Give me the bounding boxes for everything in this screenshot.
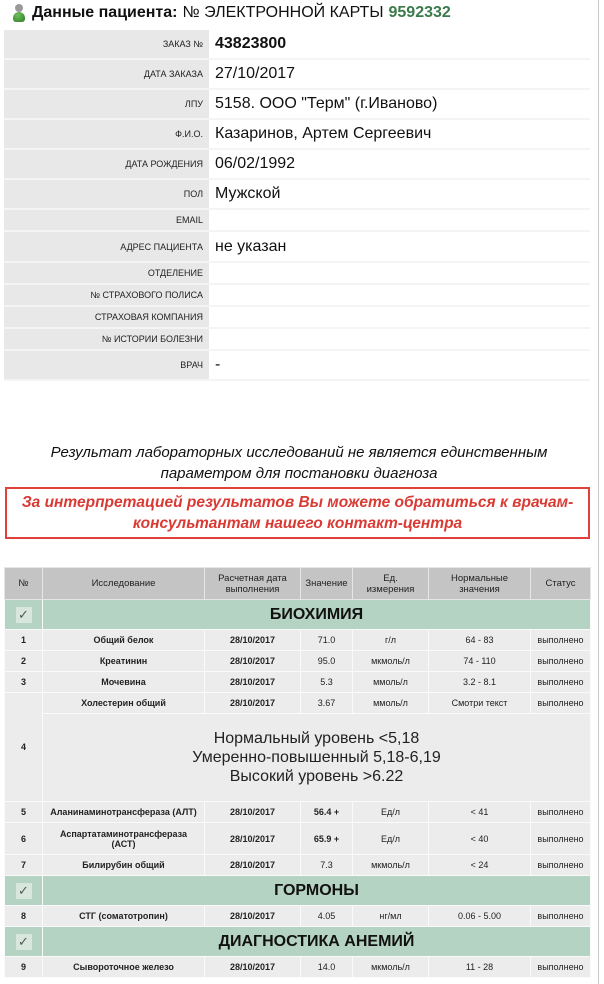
info-row-department bbox=[4, 263, 590, 285]
test-date: 28/10/2017 bbox=[205, 630, 301, 651]
test-norm: < 41 bbox=[429, 802, 531, 823]
warning-line-1: За интерпретацией результатов Вы можете обратиться к врачам- bbox=[21, 494, 574, 511]
info-row-order-date bbox=[4, 60, 590, 90]
info-label: АДРЕС ПАЦИЕНТА bbox=[4, 232, 209, 261]
section-row-biochemistry bbox=[5, 600, 591, 630]
test-unit: Ед/л bbox=[353, 823, 429, 855]
test-unit: мкмоль/л bbox=[353, 651, 429, 672]
test-date: 28/10/2017 bbox=[205, 651, 301, 672]
table-row bbox=[5, 693, 591, 714]
department-value bbox=[209, 263, 590, 283]
col-header-date: Расчетная дата выполнения bbox=[205, 568, 301, 600]
test-name: Мочевина bbox=[43, 672, 205, 693]
row-number: 2 bbox=[5, 651, 43, 672]
test-norm: 64 - 83 bbox=[429, 630, 531, 651]
disclaimer-line-1: Результат лабораторных исследований не является единственным bbox=[50, 444, 548, 461]
test-date: 28/10/2017 bbox=[205, 957, 301, 978]
test-name: Аспартатаминотрансфераза (АСТ) bbox=[43, 823, 205, 855]
test-value: 14.0 bbox=[301, 957, 353, 978]
note-line: Высокий уровень >6.22 bbox=[229, 768, 404, 785]
test-status: выполнено bbox=[531, 855, 591, 876]
checkmark-icon: ✓ bbox=[16, 607, 32, 623]
info-row-history bbox=[4, 329, 590, 351]
test-date: 28/10/2017 bbox=[205, 823, 301, 855]
info-label: СТРАХОВАЯ КОМПАНИЯ bbox=[4, 307, 209, 327]
test-unit: нг/мл bbox=[353, 906, 429, 927]
row-number: 3 bbox=[5, 672, 43, 693]
col-header-test: Исследование bbox=[43, 568, 205, 600]
disclaimer-line-2: параметром для постановки диагноза bbox=[160, 465, 438, 482]
info-row-fio bbox=[4, 120, 590, 150]
row-number: 6 bbox=[5, 823, 43, 855]
info-label: ДАТА ЗАКАЗА bbox=[4, 60, 209, 88]
col-header-value: Значение bbox=[301, 568, 353, 600]
table-row-note bbox=[5, 714, 591, 802]
info-row-policy bbox=[4, 285, 590, 307]
test-name: Креатинин bbox=[43, 651, 205, 672]
test-value: 5.3 bbox=[301, 672, 353, 693]
table-row bbox=[5, 957, 591, 978]
cholesterol-reference-note bbox=[43, 714, 591, 802]
table-row bbox=[5, 823, 591, 855]
card-number: 9592332 bbox=[388, 4, 451, 21]
section-title: ГОРМОНЫ bbox=[43, 876, 591, 906]
row-number: 7 bbox=[5, 855, 43, 876]
test-date: 28/10/2017 bbox=[205, 693, 301, 714]
lpu-value: 5158. ООО "Терм" (г.Иваново) bbox=[209, 90, 590, 118]
email-value bbox=[209, 210, 590, 230]
row-number: 9 bbox=[5, 957, 43, 978]
test-norm: < 40 bbox=[429, 823, 531, 855]
test-value: 71.0 bbox=[301, 630, 353, 651]
section-checkbox[interactable] bbox=[5, 600, 43, 630]
info-row-lpu bbox=[4, 90, 590, 120]
section-checkbox[interactable] bbox=[5, 927, 43, 957]
table-row bbox=[5, 906, 591, 927]
row-number: 1 bbox=[5, 630, 43, 651]
test-value-flagged: 65.9 + bbox=[301, 823, 353, 855]
info-label: № ИСТОРИИ БОЛЕЗНИ bbox=[4, 329, 209, 349]
test-name: Сывороточное железо bbox=[43, 957, 205, 978]
order-number: 43823800 bbox=[209, 30, 590, 58]
info-row-birthdate bbox=[4, 150, 590, 180]
info-row-sex bbox=[4, 180, 590, 210]
insurance-value bbox=[209, 307, 590, 327]
col-header-norm: Нормальные значения bbox=[429, 568, 531, 600]
patient-header bbox=[12, 2, 451, 24]
test-value: 95.0 bbox=[301, 651, 353, 672]
test-name: Билирубин общий bbox=[43, 855, 205, 876]
policy-value bbox=[209, 285, 590, 305]
test-status: выполнено bbox=[531, 957, 591, 978]
checkmark-icon: ✓ bbox=[16, 883, 32, 899]
note-line: Умеренно-повышенный 5,18-6,19 bbox=[192, 749, 441, 766]
test-unit: мкмоль/л bbox=[353, 855, 429, 876]
test-unit: Ед/л bbox=[353, 802, 429, 823]
test-status: выполнено bbox=[531, 693, 591, 714]
person-icon bbox=[12, 4, 26, 22]
table-row bbox=[5, 855, 591, 876]
birth-date: 06/02/1992 bbox=[209, 150, 590, 178]
test-norm: < 24 bbox=[429, 855, 531, 876]
info-label: ЗАКАЗ № bbox=[4, 30, 209, 58]
table-row bbox=[5, 630, 591, 651]
test-norm: 3.2 - 8.1 bbox=[429, 672, 531, 693]
test-status: выполнено bbox=[531, 802, 591, 823]
row-number: 8 bbox=[5, 906, 43, 927]
sex-value: Мужской bbox=[209, 180, 590, 208]
info-label: № СТРАХОВОГО ПОЛИСА bbox=[4, 285, 209, 305]
address-value: не указан bbox=[209, 232, 590, 261]
test-unit: ммоль/л bbox=[353, 693, 429, 714]
test-name: Холестерин общий bbox=[43, 693, 205, 714]
test-unit: ммоль/л bbox=[353, 672, 429, 693]
doctor-value: - bbox=[209, 351, 590, 379]
info-row-order bbox=[4, 30, 590, 60]
results-table bbox=[4, 567, 591, 978]
test-date: 28/10/2017 bbox=[205, 672, 301, 693]
table-header-row bbox=[5, 568, 591, 600]
table-row bbox=[5, 802, 591, 823]
test-norm: 11 - 28 bbox=[429, 957, 531, 978]
section-row-anemia bbox=[5, 927, 591, 957]
info-label: ПОЛ bbox=[4, 180, 209, 208]
test-unit: мкмоль/л bbox=[353, 957, 429, 978]
disclaimer-text bbox=[0, 442, 598, 484]
info-row-doctor bbox=[4, 351, 590, 381]
history-value bbox=[209, 329, 590, 349]
col-header-status: Статус bbox=[531, 568, 591, 600]
test-date: 28/10/2017 bbox=[205, 855, 301, 876]
test-value: 7.3 bbox=[301, 855, 353, 876]
col-header-no: № bbox=[5, 568, 43, 600]
section-row-hormones bbox=[5, 876, 591, 906]
info-label: ОТДЕЛЕНИЕ bbox=[4, 263, 209, 283]
test-norm: 74 - 110 bbox=[429, 651, 531, 672]
test-value: 4.05 bbox=[301, 906, 353, 927]
test-name: СТГ (соматотропин) bbox=[43, 906, 205, 927]
test-norm: 0.06 - 5.00 bbox=[429, 906, 531, 927]
info-label: ДАТА РОЖДЕНИЯ bbox=[4, 150, 209, 178]
patient-name: Казаринов, Артем Сергеевич bbox=[209, 120, 590, 148]
table-row bbox=[5, 651, 591, 672]
header-title: Данные пациента: bbox=[32, 4, 178, 21]
test-date: 28/10/2017 bbox=[205, 906, 301, 927]
patient-info-table bbox=[4, 30, 590, 381]
col-header-unit: Ед. измерения bbox=[353, 568, 429, 600]
note-line: Нормальный уровень <5,18 bbox=[213, 730, 420, 747]
info-label: Ф.И.О. bbox=[4, 120, 209, 148]
info-label: EMAIL bbox=[4, 210, 209, 230]
test-unit: г/л bbox=[353, 630, 429, 651]
card-label: № ЭЛЕКТРОННОЙ КАРТЫ bbox=[182, 4, 384, 21]
test-status: выполнено bbox=[531, 823, 591, 855]
info-label: ЛПУ bbox=[4, 90, 209, 118]
test-name: Аланинаминотрансфераза (АЛТ) bbox=[43, 802, 205, 823]
table-row bbox=[5, 672, 591, 693]
test-value-flagged: 56.4 + bbox=[301, 802, 353, 823]
info-row-address bbox=[4, 232, 590, 263]
checkmark-icon: ✓ bbox=[16, 934, 32, 950]
warning-line-2: консультантам нашего контакт-центра bbox=[132, 515, 463, 532]
section-title: БИОХИМИЯ bbox=[43, 600, 591, 630]
order-date: 27/10/2017 bbox=[209, 60, 590, 88]
test-date: 28/10/2017 bbox=[205, 802, 301, 823]
test-status: выполнено bbox=[531, 630, 591, 651]
section-title: ДИАГНОСТИКА АНЕМИЙ bbox=[43, 927, 591, 957]
test-status: выполнено bbox=[531, 672, 591, 693]
row-number: 4 bbox=[5, 693, 43, 802]
test-value: 3.67 bbox=[301, 693, 353, 714]
test-norm: Смотри текст bbox=[429, 693, 531, 714]
test-status: выполнено bbox=[531, 651, 591, 672]
info-label: ВРАЧ bbox=[4, 351, 209, 379]
consultation-warning bbox=[5, 487, 590, 539]
test-name: Общий белок bbox=[43, 630, 205, 651]
info-row-insurance bbox=[4, 307, 590, 329]
row-number: 5 bbox=[5, 802, 43, 823]
section-checkbox[interactable] bbox=[5, 876, 43, 906]
info-row-email bbox=[4, 210, 590, 232]
test-status: выполнено bbox=[531, 906, 591, 927]
page-right-border bbox=[598, 0, 599, 984]
